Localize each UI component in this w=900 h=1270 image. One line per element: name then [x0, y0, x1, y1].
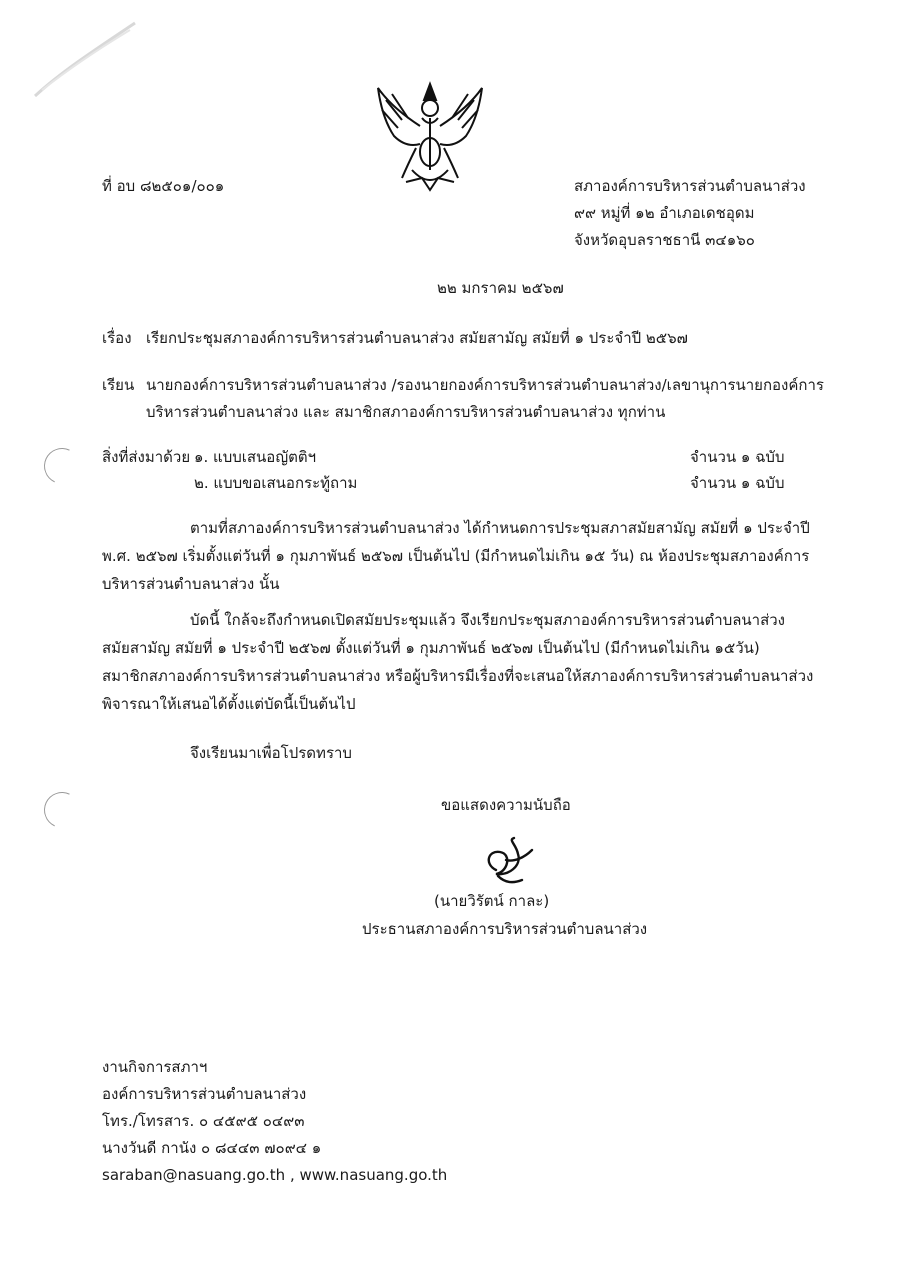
footer-web-email: saraban@nasuang.go.th , www.nasuang.go.th — [102, 1166, 448, 1184]
garuda-emblem-icon — [372, 78, 488, 194]
subject-label: เรื่อง — [102, 329, 132, 347]
document-date: ๒๒ มกราคม ๒๕๖๗ — [437, 279, 564, 297]
paragraph-line: พิจารณาให้เสนอได้ตั้งแต่บัดนี้เป็นต้นไป — [102, 695, 356, 713]
paragraph-line: สมาชิกสภาองค์การบริหารส่วนตำบลนาส่วง หรือผู้บริหารมีเรื่องที่จะเสนอให้สภาองค์การบริหารส่วนตำบลนาส่วง — [102, 667, 814, 685]
reference-number: ที่ อบ ๘๒๕๐๑/๐๐๑ — [102, 177, 225, 195]
footer-department: งานกิจการสภาฯ — [102, 1058, 208, 1076]
subject-text: เรียกประชุมสภาองค์การบริหารส่วนตำบลนาส่วง สมัยสามัญ สมัยที่ ๑ ประจำปี ๒๕๖๗ — [146, 329, 688, 347]
address-line-2: จังหวัดอุบลราชธานี ๓๔๑๖๐ — [574, 231, 755, 249]
footer-contact: นางวันดี กานัง ๐ ๘๔๔๓ ๗๐๙๔ ๑ — [102, 1139, 322, 1157]
enclosure-item-name: ๒. แบบขอเสนอกระทู้ถาม — [194, 474, 358, 492]
body-paragraph-1 — [102, 514, 810, 598]
paragraph-line: สมัยสามัญ สมัยที่ ๑ ประจำปี ๒๕๖๗ ตั้งแต่วันที่ ๑ กุมภาพันธ์ ๒๕๖๗ เป็นต้นไป (มีกำหนดไม่เกิน ๑๕วัน) — [102, 639, 760, 657]
recipient-line-1: นายกองค์การบริหารส่วนตำบลนาส่วง /รองนายกองค์การบริหารส่วนตำบลนาส่วง/เลขานุการนายกองค์การ — [146, 376, 824, 394]
enclosure-item-qty: จำนวน ๑ ฉบับ — [690, 448, 785, 466]
signatory-position: ประธานสภาองค์การบริหารส่วนตำบลนาส่วง — [362, 920, 648, 938]
footer-phone: โทร./โทรสาร. ๐ ๔๕๙๕ ๐๔๙๓ — [102, 1112, 305, 1130]
signature-closing: ขอแสดงความนับถือ — [441, 796, 571, 814]
footer-organization: องค์การบริหารส่วนตำบลนาส่วง — [102, 1085, 307, 1103]
body-paragraph-2 — [102, 606, 814, 718]
recipient-label: เรียน — [102, 376, 135, 394]
paragraph-line: ตามที่สภาองค์การบริหารส่วนตำบลนาส่วง ได้กำหนดการประชุมสภาสมัยสามัญ สมัยที่ ๑ ประจำปี — [190, 519, 810, 537]
punch-hole-mark — [39, 443, 85, 489]
enclosures-label: สิ่งที่ส่งมาด้วย — [102, 448, 191, 466]
paragraph-line: พ.ศ. ๒๕๖๗ เริ่มตั้งแต่วันที่ ๑ กุมภาพันธ์ ๒๕๖๗ เป็นต้นไป (มีกำหนดไม่เกิน ๑๕ วัน) ณ ห้องประชุมสภาองค์การ — [102, 547, 810, 565]
recipient-line-2: บริหารส่วนตำบลนาส่วง และ สมาชิกสภาองค์การบริหารส่วนตำบลนาส่วง ทุกท่าน — [146, 403, 666, 421]
address-line-1: ๙๙ หมู่ที่ ๑๒ อำเภอเดชอุดม — [574, 204, 755, 222]
punch-hole-mark — [39, 787, 85, 833]
handwritten-signature — [478, 836, 538, 888]
enclosure-item-qty: จำนวน ๑ ฉบับ — [690, 474, 785, 492]
paragraph-line: บริหารส่วนตำบลนาส่วง นั้น — [102, 575, 280, 593]
org-name: สภาองค์การบริหารส่วนตำบลนาส่วง — [574, 177, 806, 195]
closing-line: จึงเรียนมาเพื่อโปรดทราบ — [190, 744, 352, 762]
enclosure-item-name: ๑. แบบเสนอญัตติฯ — [194, 448, 316, 466]
scan-smudge — [30, 18, 140, 98]
signatory-name: (นายวิรัตน์ กาละ) — [434, 892, 550, 910]
paragraph-line: บัดนี้ ใกล้จะถึงกำหนดเปิดสมัยประชุมแล้ว จึงเรียกประชุมสภาองค์การบริหารส่วนตำบลนาส่วง — [190, 611, 785, 629]
